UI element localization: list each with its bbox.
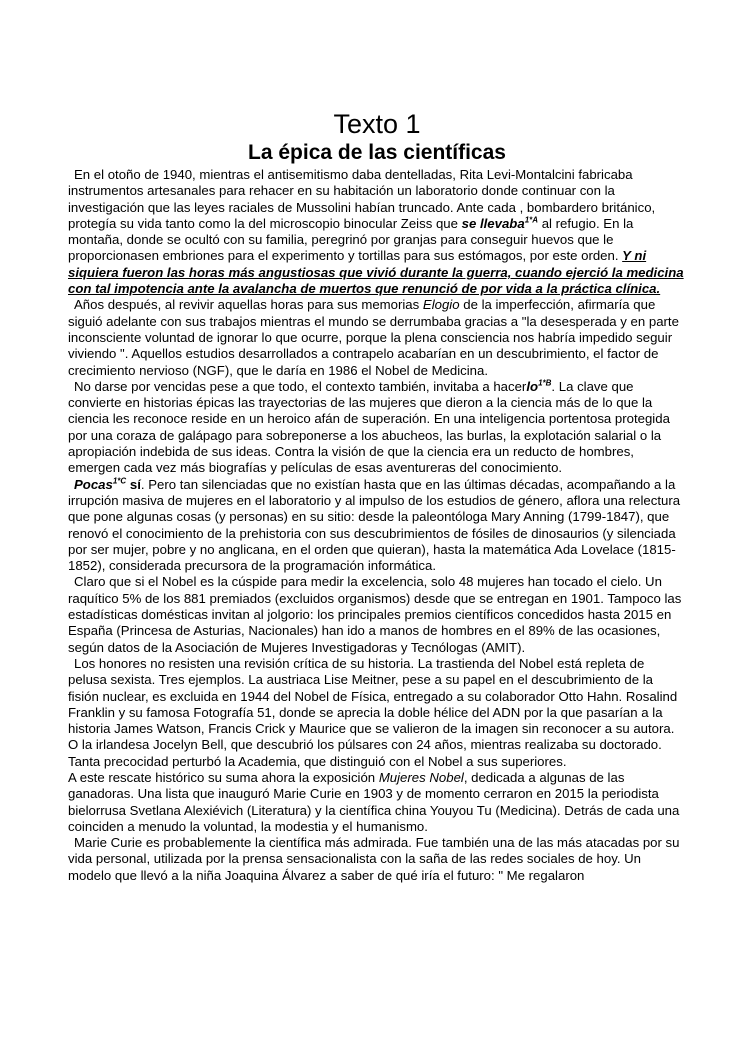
paragraph-p3 — [68, 379, 686, 477]
text-run: Marie Curie es probablemente la científica más admirada. Fue también una de las más atacadas por su vida personal, utilizada por la prensa sensacionalista con la saña de las redes sociales de hoy. Un modelo que llevó a la niña Joaquina Álvarez a saber de qué iría el futuro: " Me regalaron — [68, 835, 680, 883]
text-run: No darse por vencidas pese a que todo, el contexto también, invitaba a hacer — [74, 378, 527, 394]
underlined-text: Y ni siquiera fueron las horas más angustiosas que vivió durante la guerra, cuando ejerció la medicina con tal impotencia ante la avalancha de muertos que renunció de por vida a la práctica clínica. — [68, 248, 684, 297]
emphasized-text: Pocas — [74, 476, 113, 492]
footnote-marker: 1*B — [538, 378, 552, 388]
text-run: Claro que si el Nobel es la cúspide para medir la excelencia, solo 48 mujeres han tocado el cielo. Un raquítico 5% de los 881 premiados (excluidos organismos) desde que se entregan en 1901. Tampoco las estadísticas domésticas invitan al jolgorio: los principales premios científicos concedidos hasta 2015 en España (Princesa de Asturias, Nacionales) han ido a manos de hombres en el 89% de las ocasiones, según datos de la Asociación de Mujeres Investigadoras y Tecnólogas (AMIT). — [68, 574, 682, 655]
paragraph-p7 — [68, 770, 686, 835]
paragraph-p2 — [68, 297, 686, 378]
text-run: Años después, al revivir aquellas horas para sus memorias — [74, 297, 423, 313]
article-title: La épica de las científicas — [248, 141, 506, 164]
document-page — [68, 108, 686, 884]
text-run: En el otoño de 1940, mientras el antisemitismo daba dentelladas, Rita Levi-Montalcini fabricaba instrumentos artesanales para rehacer en su habitación un laboratorio donde continuar con la investigación que las leyes raciales de Mussolini habían truncado. Ante cada , bombardero británico, protegía su vida tanto como la del microscopio binocular Zeiss que — [68, 167, 656, 231]
article-body — [68, 167, 686, 884]
paragraph-p8 — [68, 835, 686, 884]
text-run: . Pero tan silenciadas que no existían hasta que en las últimas décadas, acompañando a la irrupción masiva de mujeres en el laboratorio y al impulso de los estudios de género, aflora una relectura que pone algunas cosas (y personas) en su sitio: desde la paleontóloga Mary Anning (1799-1847), que renovó el conocimiento de la prehistoria con sus descubrimientos de fósiles de dinosaurios (y silenciada por ser mujer, pobre y no anglicana, en el orden que quieran), hasta la matemática Ada Lovelace (1815-1852), considerada precursora de la programación informática. — [68, 476, 681, 574]
paragraph-p1 — [68, 167, 686, 297]
text-run: Los honores no resisten una revisión crítica de su historia. La trastienda del Nobel está repleta de pelusa sexista. Tres ejemplos. La austriaca Lise Meitner, pese a su papel en el descubrimiento de la fisión nuclear, es excluida en 1944 del Nobel de Física, entregado a su colaborador Otto Hahn. Rosalind Franklin y su famosa Fotografía 51, donde se aprecia la doble hélice del ADN por la que pasarían a la historia James Watson, Francis Crick y Maurice que se valieron de la imagen sin reconocer a su autora. O la irlandesa Jocelyn Bell, que descubrió los púlsares con 24 años, mientras realizaba su doctorado. Tanta precocidad perturbó la Academia, que distinguió con el Nobel a sus superiores. — [68, 655, 678, 769]
text-number-heading: Texto 1 — [333, 109, 421, 139]
paragraph-p4 — [68, 477, 686, 575]
text-run: . La clave que convierte en historias épicas las trayectorias de las mujeres que dieron a la ciencia más de lo que la ciencia les reconoce reside en un heroico afán de superación. En una inteligencia portentosa protegida por una coraza de galápago para sobreponerse a los abucheos, las burlas, la explotación salarial o la apropiación indebida de sus ideas. Contra la visión de que la ciencia era un reducto de hombres, emergen cada vez más biografías y películas de esas aventureras del conocimiento. — [68, 378, 670, 476]
emphasized-text: se llevaba — [461, 215, 525, 231]
text-run: , dedicada a algunas de las ganadoras. Una lista que inauguró Marie Curie en 1903 y de momento cerraron en 2015 la periodista bielorrusa Svetlana Alexiévich (Literatura) y la científica china Youyou Tu (Medicina). Detrás de cada una coinciden a menudo la voluntad, la modestia y el humanismo. — [68, 769, 680, 834]
text-run: de la imperfección, afirmaría que siguió adelante con sus trabajos mientras el mundo se derrumbaba gracias a "la desesperada y en parte inconsciente voluntad de ignorar lo que ocurre, porque la plena consciencia nos habría impedido seguir viviendo ". Aquellos estudios desarrollados a contrapelo acabarían en un descubrimiento, el factor de crecimiento nervioso (NGF), que le daría en 1986 el Nobel de Medicina. — [68, 297, 679, 378]
paragraph-p5 — [68, 574, 686, 655]
text-run: al refugio. En la montaña, donde se ocultó con su familia, peregrinó por granjas para conseguir huevos que le proporcionasen embriones para el experimento y tortillas para sus estómagos, por este orden. — [68, 215, 634, 264]
italic-title: Elogio — [422, 297, 460, 313]
text-run: A este rescate histórico su suma ahora la exposición — [68, 769, 379, 785]
footnote-marker: 1*C — [112, 476, 127, 486]
bold-text: sí — [126, 476, 141, 492]
footnote-marker: 1*A — [524, 215, 539, 225]
italic-title: Mujeres Nobel — [378, 769, 464, 785]
paragraph-p6 — [68, 656, 686, 770]
emphasized-text: lo — [526, 378, 539, 394]
